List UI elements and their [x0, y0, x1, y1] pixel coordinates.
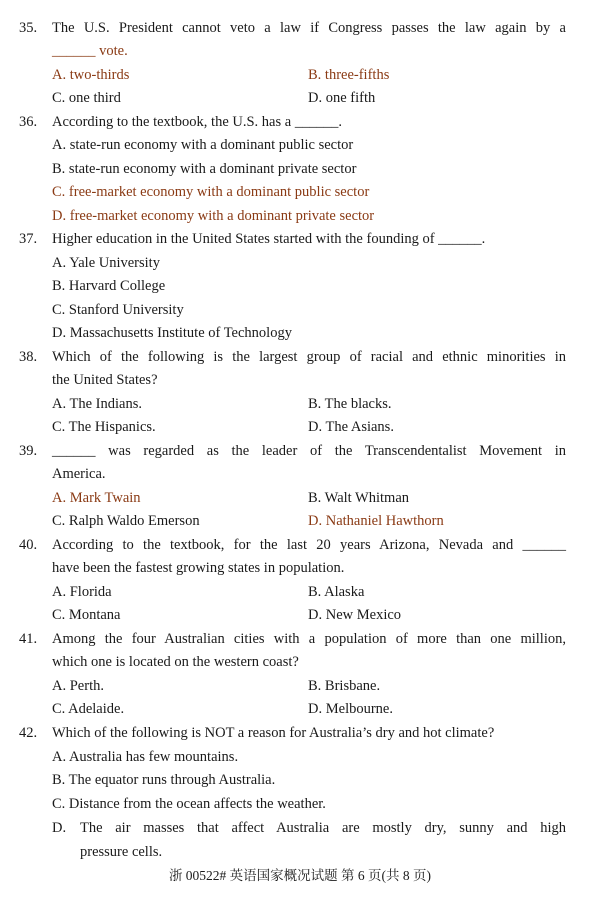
option-b: B. Walt Whitman — [308, 490, 410, 506]
question-stem: America. — [52, 466, 106, 482]
option-b: B. Harvard College — [52, 278, 166, 294]
question-stem: the United States? — [52, 372, 158, 388]
question-number: 35. — [19, 20, 38, 36]
question-stem: Among the four Australian cities with a population of more than one million, — [52, 631, 566, 647]
option-a: A. Mark Twain — [52, 490, 141, 506]
question-number: 38. — [19, 349, 38, 365]
option-d: D. one fifth — [308, 90, 376, 106]
option-b: B. The equator runs through Australia. — [52, 772, 276, 788]
option-text: The air masses that affect Australia are mostly dry, sunny and high — [80, 820, 566, 836]
option-b: B. Brisbane. — [308, 678, 381, 694]
question-stem: have been the fastest growing states in population. — [52, 560, 345, 576]
question-number: 36. — [19, 114, 38, 130]
option-d: D. Nathaniel Hawthorn — [308, 513, 444, 529]
option-a: A. Yale University — [52, 255, 160, 271]
question-stem: ______ vote. — [52, 43, 128, 59]
option-a: A. Perth. — [52, 678, 104, 694]
option-a: A. state-run economy with a dominant public sector — [52, 137, 354, 153]
option-b: B. The blacks. — [308, 396, 392, 412]
option-c: C. Distance from the ocean affects the weather. — [52, 796, 326, 812]
option-b: B. three-fifths — [308, 67, 390, 83]
question-stem: The U.S. President cannot veto a law if Congress passes the law again by a — [52, 20, 566, 36]
option-c: C. Stanford University — [52, 302, 184, 318]
option-c: C. The Hispanics. — [52, 419, 156, 435]
option-c: C. Ralph Waldo Emerson — [52, 513, 200, 529]
option-d: D. New Mexico — [308, 607, 402, 623]
question-number: 40. — [19, 537, 38, 553]
option-letter: D. — [52, 820, 67, 836]
option-d: D. Melbourne. — [308, 701, 393, 717]
question-number: 39. — [19, 443, 38, 459]
question-stem: which one is located on the western coast? — [52, 654, 299, 670]
question-number: 41. — [19, 631, 38, 647]
option-b: B. state-run economy with a dominant private sector — [52, 161, 357, 177]
question-stem: According to the textbook, for the last 20 years Arizona, Nevada and ______ — [52, 537, 566, 553]
question-number: 42. — [19, 725, 38, 741]
option-a: A. The Indians. — [52, 396, 142, 412]
page-footer: 浙 00522# 英语国家概况试题 第 6 页(共 8 页) — [168, 868, 432, 883]
option-c: C. Montana — [52, 607, 121, 623]
question-stem: ______ was regarded as the leader of the Transcendentalist Movement in — [52, 443, 566, 459]
option-c: C. free-market economy with a dominant public sector — [52, 184, 370, 200]
option-a: A. Florida — [52, 584, 112, 600]
option-d: D. Massachusetts Institute of Technology — [52, 325, 292, 341]
question-number: 37. — [19, 231, 38, 247]
question-stem: Higher education in the United States started with the founding of ______. — [52, 231, 486, 247]
question-stem: Which of the following is the largest group of racial and ethnic minorities in — [52, 349, 566, 365]
option-d: D. The Asians. — [308, 419, 394, 435]
option-b: B. Alaska — [308, 584, 365, 600]
option-text-continued: pressure cells. — [80, 844, 163, 860]
option-a: A. two-thirds — [52, 67, 130, 83]
question-stem: According to the textbook, the U.S. has a ______. — [52, 114, 342, 130]
option-c: C. Adelaide. — [52, 701, 125, 717]
question-stem: Which of the following is NOT a reason for Australia’s dry and hot climate? — [52, 725, 495, 741]
option-d: D. free-market economy with a dominant private sector — [52, 208, 375, 224]
option-a: A. Australia has few mountains. — [52, 749, 239, 765]
option-c: C. one third — [52, 90, 121, 106]
